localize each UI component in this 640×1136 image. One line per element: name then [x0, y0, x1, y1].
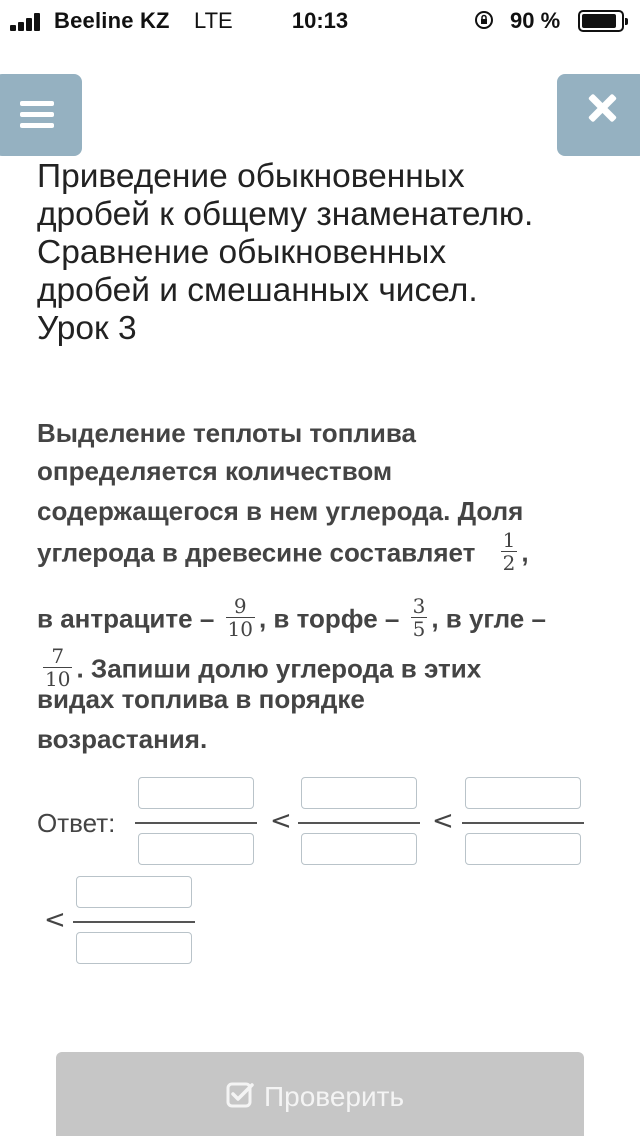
- task-line: Выделение теплоты топлива: [37, 418, 416, 448]
- numerator-input-2[interactable]: [301, 777, 417, 809]
- answer-fraction-2: [298, 777, 422, 867]
- answer-fraction-4: [73, 876, 197, 966]
- less-than-sign: <: [44, 905, 66, 935]
- fraction-denominator: 5: [412, 617, 426, 641]
- task-line-text: . Запиши долю углерода в этих: [76, 653, 482, 684]
- menu-button[interactable]: [0, 74, 82, 156]
- lesson-title-line: Приведение обыкновенных: [37, 158, 465, 195]
- less-than-sign: <: [270, 806, 292, 836]
- lesson-title-line: дробей и смешанных чисел.: [37, 272, 478, 309]
- answer-label: Ответ:: [37, 808, 116, 838]
- task-line-text: , в угле –: [431, 603, 546, 634]
- fraction-bar: [135, 822, 257, 824]
- fraction-bar: [462, 822, 584, 824]
- lesson-title-line: Сравнение обыкновенных: [37, 234, 447, 271]
- lesson-title: [37, 158, 617, 348]
- task-line: [37, 528, 529, 577]
- battery-percent: 90 %: [510, 8, 561, 33]
- task-line: видах топлива в порядке: [37, 684, 365, 714]
- fraction-denominator: 2: [502, 551, 516, 575]
- check-button[interactable]: [56, 1052, 584, 1136]
- lesson-title-line: Урок 3: [37, 310, 137, 347]
- task-line-text: углерода в древесине составляет: [37, 537, 476, 568]
- battery-level: [582, 14, 616, 28]
- task-comma: ,: [521, 537, 529, 568]
- battery-icon: [578, 10, 624, 32]
- network-type: LTE: [194, 8, 233, 33]
- numerator-input-1[interactable]: [138, 777, 254, 809]
- denominator-input-4[interactable]: [76, 932, 192, 964]
- less-than-sign: <: [432, 806, 454, 836]
- rotation-lock-icon: [474, 10, 494, 30]
- numerator-input-4[interactable]: [76, 876, 192, 908]
- fraction-peat: [411, 595, 428, 640]
- task-line-text: в антраците –: [37, 603, 215, 634]
- answer-fraction-3: [462, 777, 586, 867]
- fraction-wood: [501, 529, 518, 574]
- numerator-input-3[interactable]: [465, 777, 581, 809]
- fraction-bar: [73, 921, 195, 923]
- fraction-numerator: 1: [502, 528, 516, 552]
- clock: 10:13: [291, 8, 349, 33]
- denominator-input-2[interactable]: [301, 833, 417, 865]
- carrier-name: Beeline KZ: [54, 8, 170, 33]
- denominator-input-3[interactable]: [465, 833, 581, 865]
- fraction-denominator: 10: [227, 617, 253, 641]
- checkbox-check-icon: [226, 1081, 254, 1109]
- fraction-numerator: 3: [412, 594, 426, 618]
- task-line: определяется количеством: [37, 456, 393, 486]
- fraction-numerator: 7: [51, 644, 65, 668]
- fraction-numerator: 9: [233, 594, 247, 618]
- close-button[interactable]: [557, 74, 640, 156]
- task-line-text: , в торфе –: [258, 603, 400, 634]
- fraction-anthracite: [226, 595, 255, 640]
- fraction-bar: [298, 822, 420, 824]
- lesson-title-line: дробей к общему знаменателю.: [37, 196, 534, 233]
- answer-fraction-1: [135, 777, 259, 867]
- task-line: [37, 594, 546, 643]
- check-button-label: Проверить: [264, 1081, 405, 1112]
- status-bar: [0, 0, 640, 42]
- task-line: возрастания.: [37, 724, 208, 754]
- fraction-denominator: 10: [45, 667, 71, 691]
- task-line: содержащегося в нем углерода. Доля: [37, 496, 524, 526]
- denominator-input-1[interactable]: [138, 833, 254, 865]
